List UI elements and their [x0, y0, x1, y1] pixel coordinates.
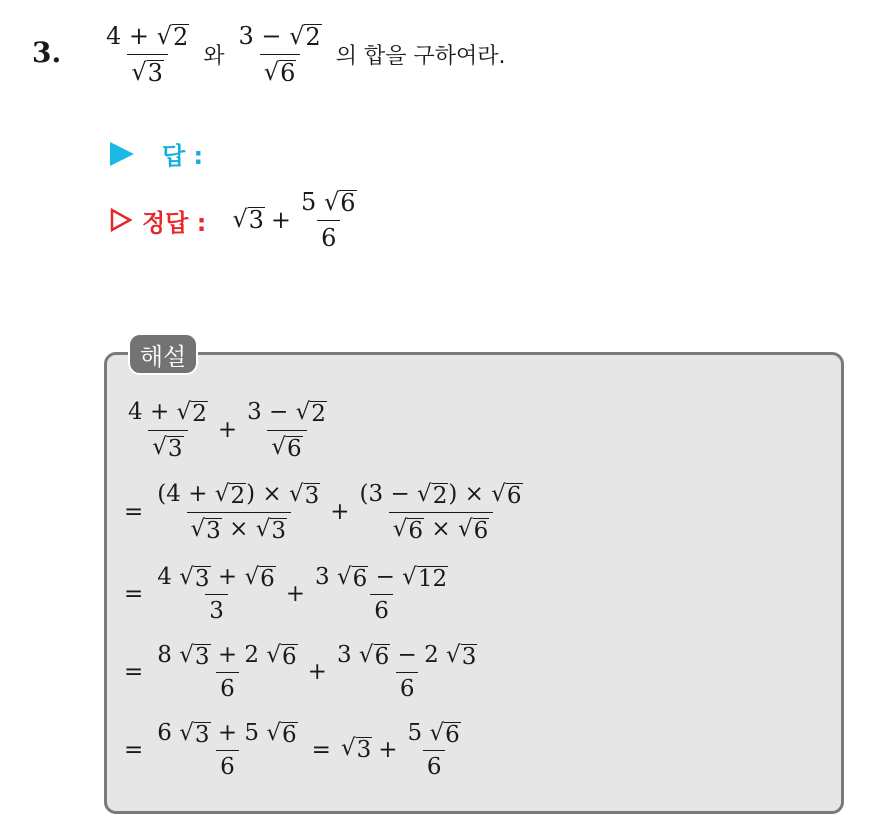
answer-label: 답 :: [162, 142, 204, 170]
denominator: 6: [317, 220, 340, 252]
correct-answer-label: 정답 :: [142, 208, 207, 237]
sqrt: √ 2: [156, 22, 189, 52]
fraction: 3 − √ 2 √ 6: [247, 399, 326, 462]
fraction: 3 √ 6 − 2 √ 3 6: [336, 641, 477, 703]
frac2-num-text: 3 −: [238, 22, 290, 51]
question-text: 의 합을 구하여라.: [335, 43, 506, 69]
word-and: 와: [203, 43, 225, 69]
answer-row: [110, 136, 203, 171]
sqrt: √ 6: [323, 188, 356, 218]
fraction: (3 − √ 2 ) × √ 6 √ 6 × √ 6: [359, 481, 522, 544]
plus-sign: +: [285, 581, 306, 607]
equals-sign: =: [124, 737, 144, 763]
plus-sign: +: [270, 206, 292, 234]
sqrt: √ 6: [263, 57, 296, 87]
sqrt: √ 2: [289, 22, 321, 52]
problem-number: 3.: [32, 36, 62, 69]
fraction: 8 √ 3 + 2 √ 6 6: [157, 641, 297, 703]
fraction-2: [234, 22, 325, 85]
fraction: 4 √ 3 + √ 6 3: [157, 563, 275, 625]
plus-sign: +: [307, 659, 327, 685]
equals-sign: =: [124, 581, 144, 607]
fraction-1: [102, 22, 193, 85]
fraction: 5 √ 6 6: [407, 719, 460, 781]
plus-sign: +: [217, 417, 238, 443]
solution-line-5: [124, 712, 465, 788]
outline-triangle-icon: [110, 208, 132, 232]
sqrt: √ 3: [131, 57, 163, 87]
problem-statement: [102, 14, 515, 94]
solution-line-1: [124, 392, 331, 468]
correct-answer-row: [110, 188, 361, 252]
equals-sign: =: [124, 659, 144, 685]
correct-fraction: [297, 188, 361, 251]
frac1-num-text: 4 +: [106, 22, 157, 51]
equals-sign: =: [124, 499, 144, 525]
fraction: 4 + √ 2 √ 3: [128, 399, 207, 462]
solution-line-2: [124, 474, 527, 550]
solution-line-3: [124, 556, 452, 632]
coef: 5: [301, 188, 317, 217]
fraction: (4 + √ 2 ) × √ 3 √ 3 × √ 3: [157, 481, 320, 544]
plus-sign: +: [330, 499, 350, 525]
sqrt: √ 3: [340, 735, 372, 764]
solution-line-4: [124, 634, 481, 710]
sqrt: √ 3: [232, 204, 264, 234]
equals-sign: =: [311, 737, 331, 763]
solution-tag: 해설: [128, 333, 198, 375]
fraction: 6 √ 3 + 5 √ 6 6: [157, 719, 297, 781]
plus-sign: +: [378, 737, 398, 763]
play-triangle-icon: [110, 142, 134, 166]
fraction: 3 √ 6 − √ 12 6: [315, 563, 448, 625]
